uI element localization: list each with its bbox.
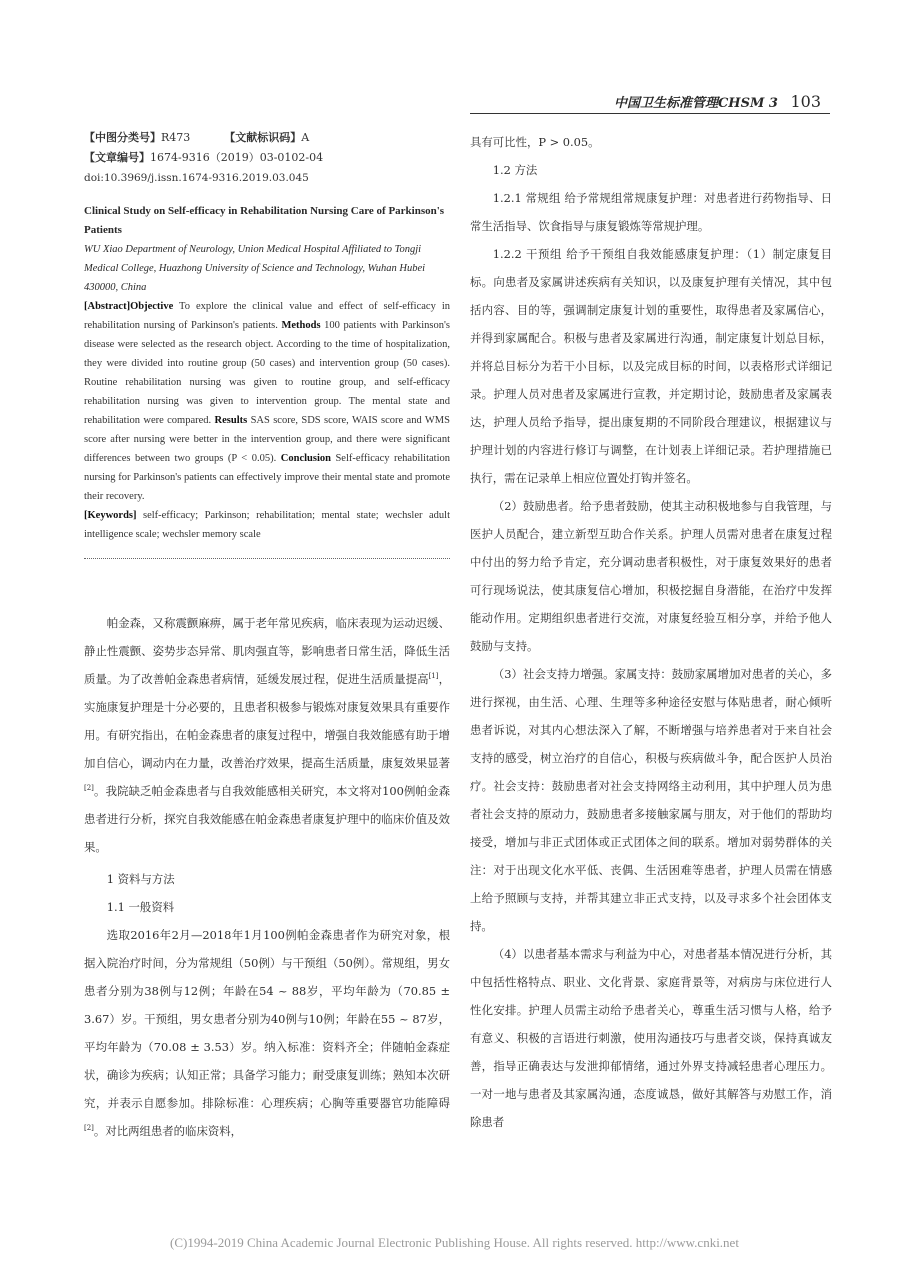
intro-paragraph <box>84 609 450 861</box>
conclusion-text: Self-efficacy rehabilitation nursing for Parkinson's patients can effectively improve their mental state and promote their recovery. <box>84 453 450 502</box>
methods-label: Methods <box>281 320 321 331</box>
journal-name: 中国卫生标准管理CHSM 3 <box>613 96 778 111</box>
objective-text: To explore the clinical value and effect of self-efficacy in rehabilitation nursing of Parkinson's patients. <box>84 301 450 331</box>
doi: doi:10.3969/j.issn.1674-9316.2019.03.045 <box>84 172 309 184</box>
section-heading-1-2: 1.2 方法 <box>492 163 538 177</box>
page-number: 103 <box>790 92 821 111</box>
abstract-label: [Abstract] <box>84 301 131 312</box>
conclusion-label: Conclusion <box>280 453 331 464</box>
english-abstract <box>84 297 450 506</box>
section-heading-1-1: 1.1 一般资料 <box>106 900 175 914</box>
intro-text-b: ，实施康复护理是十分必要的，且患者积极参与锻炼对康复效果具有重要作用。有研究指出，在帕金森患者的康复过程中，增强自我效能感有助于增加自信心，调动内在力量，改善治疗效果，提高生活质量，康复效果显著 <box>84 672 450 770</box>
left-column <box>84 128 450 1145</box>
intervention-group-paragraph: 1.2.2 干预组 给予干预组自我效能感康复护理：（1）制定康复目标。向患者及家属讲述疾病有关知识，以及康复护理有关情况，其中包括内容、目的等，强调制定康复计划的重要性，取得患者及家属信心，并得到家属配合。积极与患者及家属进行沟通，制定康复计划总目标，并将总目标分为若干小目标，以及完成目标的时间，以表格形式详细记录。护理人员对患者及家属进行宣教，并定期讨论，鼓励患者及家属表达，护理人员给予指导，提出康复期的不同阶段合理建议，根据建议与护理计划的内容进行修订与调整，在计划表上详细记录。若护理措施已执行，需在记录单上相应位置处打钩并签名。 <box>470 247 832 485</box>
english-keywords <box>84 506 450 544</box>
right-column <box>470 128 832 1136</box>
general-data-paragraph <box>84 921 450 1145</box>
encourage-patients-paragraph: （2）鼓励患者。给予患者鼓励，使其主动积极地参与自我管理，与医护人员配合，建立新型互助合作关系。护理人员需对患者在康复过程中付出的努力给予肯定，充分调动患者积极性，对于康复效果好的患者可行现场说法，使其康复信心增加，积极挖掘自身潜能，在治疗中发挥能动作用。定期组织患者进行交流，对康复经验互相分享，并给予他人鼓励与支持。 <box>470 499 832 653</box>
general-data-text-b: 。对比两组患者的临床资料， <box>93 1124 243 1138</box>
doc-code-value: A <box>301 131 310 144</box>
general-data-text-a: 选取2016年2月—2018年1月100例帕金森患者作为研究对象，根据入院治疗时间，分为常规组（50例）与干预组（50例）。常规组，男女患者分别为38例与12例；年龄在54 ~ 88岁，平均年龄为（70.85 ± 3.67）岁。干预组，男女患者分别为40例与10例；年龄在55 ~ 87岁，平均年龄为（70.08 ± 3.53）岁。纳入标准：资料齐全；伴随帕金森症状，确诊为疾病；认知正常；具备学习能力；耐受康复训练；熟知本次研究，并表示自愿参加。排除标准：心理疾病；心胸等重要器官功能障碍 <box>84 928 450 1110</box>
results-label: Results <box>214 415 248 426</box>
objective-label: Objective <box>130 301 174 312</box>
running-header <box>614 92 821 111</box>
methods-text: 100 patients with Parkinson's disease were selected as the research object. According to the time of hospitalization, they were divided into routine group (50 cases) and intervention group (50 cases). Routine rehabilitation nursing was given to routine group, and self-efficacy rehabilitation nursing was given to intervention group. The mental state and rehabilitation were compared. <box>84 320 450 426</box>
clc-label: 【中图分类号】 <box>84 131 161 144</box>
english-title: Clinical Study on Self-efficacy in Rehabilitation Nursing Care of Parkinson's Patients <box>84 205 445 236</box>
header-rule <box>470 113 830 114</box>
keywords-text: self-efficacy; Parkinson; rehabilitation; mental state; wechsler adult intelligence scale; wechsler memory scale <box>84 510 450 540</box>
article-no-value: 1674-9316（2019）03-0102-04 <box>150 151 324 164</box>
citation-1: [1] <box>428 672 439 681</box>
keywords-label: [Keywords] <box>84 510 137 521</box>
patient-centered-paragraph: （4）以患者基本需求与利益为中心，对患者基本情况进行分析，其中包括性格特点、职业、文化背景、家庭背景等，对病房与床位进行人性化安排。护理人员需主动给予患者关心，尊重生活习惯与人格，给予有意义、积极的言语进行刺激，使用沟通技巧与患者交谈，保持真诚友善，指导正确表达与发泄抑郁情绪，通过外界支持减轻患者心理压力。一对一地与患者及其家属沟通，态度诚恳，做好其解答与劝慰工作，消除患者 <box>470 947 832 1129</box>
classification-line <box>84 128 450 148</box>
doc-code-label: 【文献标识码】 <box>224 131 302 144</box>
comparability-line: 具有可比性，P > 0.05。 <box>470 135 600 149</box>
author-affiliation: WU Xiao Department of Neurology, Union Medical Hospital Affiliated to Tongji Medical College, Huazhong University of Science and Technology, Wuhan Hubei 430000, China <box>84 244 426 293</box>
citation-2: [2] <box>84 784 94 793</box>
copyright-footer: (C)1994-2019 China Academic Journal Electronic Publishing House. All rights reserved. http://www.cnki.net <box>170 1235 739 1250</box>
section-heading-1: 1 资料与方法 <box>106 872 175 886</box>
results-text: SAS score, SDS score, WAIS score and WMS score after nursing were better in the intervention group, and there were significant differences between two groups (P < 0.05). <box>84 415 450 464</box>
clc-value: R473 <box>161 131 191 144</box>
routine-group-paragraph: 1.2.1 常规组 给予常规组常规康复护理：对患者进行药物指导、日常生活指导、饮食指导与康复锻炼等常规护理。 <box>470 191 832 233</box>
intro-text-a: 帕金森，又称震颤麻痹，属于老年常见疾病，临床表现为运动迟缓、静止性震颤、姿势步态异常、肌肉强直等，影响患者日常生活，降低生活质量。为了改善帕金森患者病情，延缓发展过程，促进生活质量提高 <box>84 616 450 686</box>
citation-3: [2] <box>84 1124 94 1133</box>
social-support-paragraph: （3）社会支持力增强。家属支持：鼓励家属增加对患者的关心，多进行探视，由生活、心理、生理等多种途径安慰与体贴患者，耐心倾听患者诉说，对其内心想法深入了解，不断增强与培养患者对于来自社会支持的感受，树立治疗的自信心，积极与疾病做斗争，配合医护人员治疗。社会支持：鼓励患者对社会支持网络主动利用，其中护理人员为患者社会支持的原动力，鼓励患者多接触家属与朋友，对于他们的帮助均接受，增加与非正式团体或正式团体之间的联系。增加对弱势群体的关注：对于出现文化水平低、丧偶、生活困难等患者，护理人员需在情感上给予照顾与支持，并帮其建立非正式支持，以及寻求多个社会团体支持。 <box>470 667 832 933</box>
intro-text-c: 。我院缺乏帕金森患者与自我效能感相关研究，本文将对100例帕金森患者进行分析，探究自我效能感在帕金森患者康复护理中的临床价值及效果。 <box>84 784 450 854</box>
article-no-label: 【文章编号】 <box>84 151 150 164</box>
article-number-line <box>84 148 450 168</box>
